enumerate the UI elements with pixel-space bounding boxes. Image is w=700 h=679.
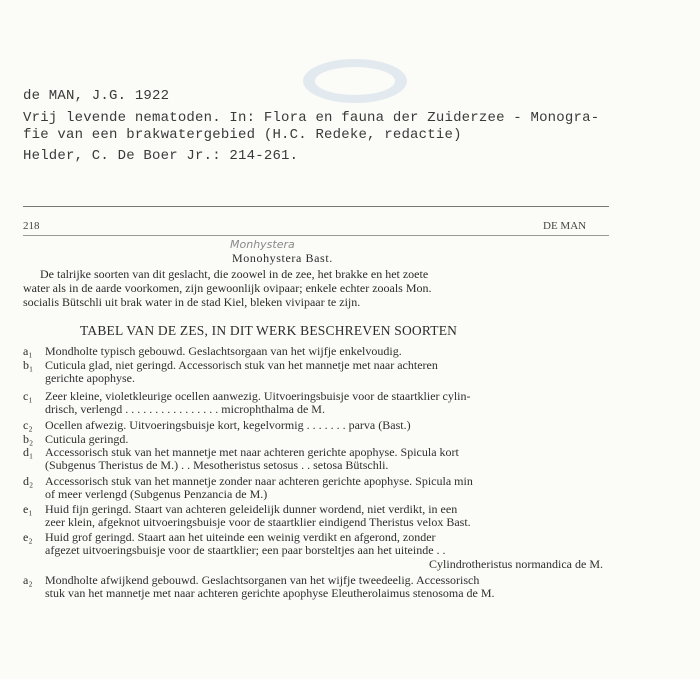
key-label: a₂	[23, 573, 33, 587]
top-divider	[23, 206, 609, 207]
key-entry-a2	[23, 574, 603, 601]
intro-line-2: water als in de aarde voorkomen, zijn gewoonlijk ovipaar; enkele echter zooals Mon.	[23, 281, 432, 295]
running-head: DE MAN	[543, 220, 587, 232]
key-label: e₂	[23, 530, 33, 544]
watermark-stamp	[300, 56, 410, 106]
key-entry-b1	[23, 359, 603, 386]
key-entry-c1	[23, 390, 603, 417]
key-entry-e1	[23, 503, 603, 530]
key-line: zeer klein, afgeknot uitvoeringsbuisje voor de staartklier eindigend Theristus velox Bast.	[45, 515, 471, 530]
key-label: d₂	[23, 474, 34, 488]
key-line: Accessorisch stuk van het mannetje met naar achteren gerichte apophyse. Spicula kort	[45, 445, 459, 459]
key-entry-e2	[23, 531, 603, 571]
key-line: Cylindrotheristus normandica de M.	[429, 556, 603, 571]
page-number: 218	[23, 220, 40, 232]
key-line: Huid fijn geringd. Staart van achteren geleidelijk dunner wordend, niet verdikt, in een	[45, 502, 458, 516]
key-label: c₁	[23, 389, 33, 403]
handwritten-genus-note: Monhystera	[230, 238, 295, 251]
table-title: TABEL VAN DE ZES, IN DIT WERK BESCHREVEN SOORTEN	[80, 323, 458, 338]
key-line: Cuticula geringd.	[45, 432, 129, 446]
key-line: Mondholte typisch gebouwd. Geslachtsorgaan van het wijfje enkelvoudig.	[45, 344, 402, 358]
key-label: b₁	[23, 358, 34, 372]
key-label: a₁	[23, 344, 33, 358]
key-line: of meer verlengd (Subgenus Penzancia de M.)	[45, 487, 268, 502]
key-label: e₁	[23, 502, 33, 516]
intro-line-3: socialis Bütschli uit brak water in de stad Kiel, bleken vivipaar te zijn.	[23, 295, 361, 309]
key-entry-d2	[23, 475, 603, 502]
key-line: (Subgenus Theristus de M.) . . Mesotheristus setosus . . setosa Bütschli.	[45, 458, 389, 473]
intro-line-1: De talrijke soorten van dit geslacht, die zoowel in de zee, het brakke en het zoete	[40, 267, 429, 281]
citation-line-1: Vrij levende nematoden. In: Flora en fauna der Zuiderzee - Monogra-	[23, 110, 600, 126]
key-line: afgezet uitvoeringsbuisje voor de staartklier; een paar borsteltjes aan het uiteinde . .	[45, 543, 446, 558]
citation-line-2: fie van een brakwatergebied (H.C. Redeke, redactie)	[23, 127, 462, 143]
key-line: Ocellen afwezig. Uitvoeringsbuisje kort, kegelvormig . . . . . . . parva (Bast.)	[45, 418, 411, 432]
citation-author-year: de MAN, J.G. 1922	[23, 88, 170, 104]
key-line: stuk van het mannetje met naar achteren gerichte apophyse Eleutherolaimus stenosoma de M.	[45, 586, 495, 601]
key-label: b₂	[23, 432, 34, 446]
key-line: drisch, verlengd . . . . . . . . . . . . . . . . microphthalma de M.	[45, 402, 325, 417]
key-line: Zeer kleine, violetkleurige ocellen aanwezig. Uitvoeringsbuisje voor de staartklier cylin-	[45, 389, 471, 403]
key-label: d₁	[23, 445, 34, 459]
key-line: Accessorisch stuk van het mannetje zonder naar achteren gerichte apophyse. Spicula min	[45, 474, 473, 488]
key-label: c₂	[23, 418, 33, 432]
key-line: Mondholte afwijkend gebouwd. Geslachtsorganen van het wijfje tweedeelig. Accessorisch	[45, 573, 480, 587]
key-entry-d1	[23, 446, 603, 473]
key-line: Huid grof geringd. Staart aan het uiteinde een weinig verdikt en afgerond, zonder	[45, 530, 436, 544]
key-line: gerichte apophyse.	[45, 371, 135, 386]
key-line: Cuticula glad, niet geringd. Accessorisch stuk van het mannetje met naar achteren	[45, 358, 438, 372]
head-rule	[23, 235, 609, 236]
key-entry-a1	[23, 345, 603, 358]
key-entry-c2	[23, 419, 603, 432]
genus-heading: Monohystera Bast.	[232, 251, 333, 265]
citation-line-3: Helder, C. De Boer Jr.: 214-261.	[23, 148, 299, 164]
